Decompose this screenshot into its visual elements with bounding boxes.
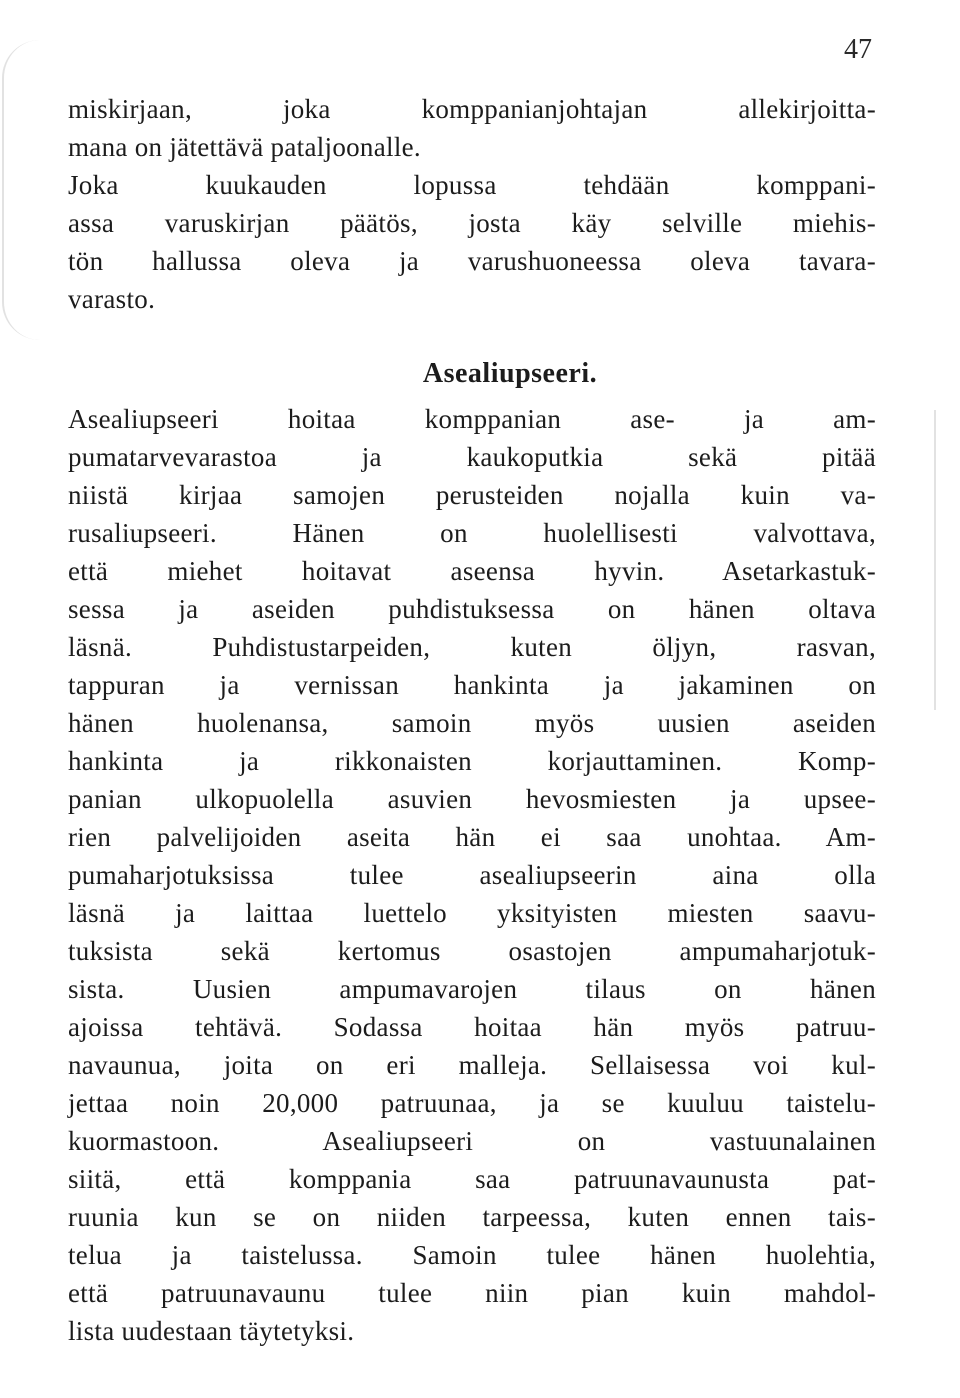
text-line: ajoissa tehtävä. Sodassa hoitaa hän myös patruu- [68, 1012, 876, 1042]
scan-edge-shadow-right [924, 410, 936, 710]
text-line: pumatarvevarastoa ja kaukoputkia sekä pitää [68, 442, 876, 472]
text-line: tön hallussa oleva ja varushuoneessa oleva tavara- [68, 246, 876, 276]
text-line: läsnä. Puhdistustarpeiden, kuten öljyn, rasvan, [68, 632, 876, 662]
text-line: rusaliupseeri. Hänen on huolellisesti valvottava, [68, 518, 876, 548]
text-line: pumaharjotuksissa tulee asealiupseerin aina olla [68, 860, 876, 890]
text-line: tappuran ja vernissan hankinta ja jakaminen on [68, 670, 876, 700]
text-line: assa varuskirjan päätös, josta käy selville miehis- [68, 208, 876, 238]
scan-edge-shadow [2, 40, 40, 340]
section-heading: Asealiupseeri. [422, 358, 598, 389]
text-line: ruunia kun se on niiden tarpeessa, kuten ennen tais- [68, 1202, 876, 1232]
text-line: panian ulkopuolella asuvien hevosmiesten ja upsee- [68, 784, 876, 814]
page-number: 47 [844, 34, 872, 65]
text-line: kuormastoon. Asealiupseeri on vastuunalainen [68, 1126, 876, 1156]
text-line: sista. Uusien ampumavarojen tilaus on hänen [68, 974, 876, 1004]
text-line: sessa ja aseiden puhdistuksessa on hänen oltava [68, 594, 876, 624]
intro-paragraph [68, 90, 876, 318]
text-line: Asealiupseeri hoitaa komppanian ase- ja am- [68, 404, 876, 434]
text-line: navaunua, joita on eri malleja. Sellaisessa voi kul- [68, 1050, 876, 1080]
text-line: niistä kirjaa samojen perusteiden nojalla kuin va- [68, 480, 876, 510]
text-line: mana on jätettävä pataljoonalle. [68, 132, 421, 162]
text-line: miskirjaan, joka komppanianjohtajan allekirjoitta- [68, 94, 876, 124]
text-line: rien palvelijoiden aseita hän ei saa unohtaa. Am- [68, 822, 876, 852]
text-line: lista uudestaan täytetyksi. [68, 1316, 355, 1346]
text-line: hankinta ja rikkonaisten korjauttaminen. Komp- [68, 746, 876, 776]
text-line: hänen huolenansa, samoin myös uusien aseiden [68, 708, 876, 738]
section-paragraph [68, 400, 876, 1350]
text-line: Joka kuukauden lopussa tehdään komppani- [68, 170, 876, 200]
text-line: läsnä ja laittaa luettelo yksityisten miesten saavu- [68, 898, 876, 928]
text-line: siitä, että komppania saa patruunavaunusta pat- [68, 1164, 876, 1194]
text-line: jettaa noin 20,000 patruunaa, ja se kuuluu taistelu- [68, 1088, 876, 1118]
text-line: että patruunavaunu tulee niin pian kuin mahdol- [68, 1278, 876, 1308]
text-line: tuksista sekä kertomus osastojen ampumaharjotuk- [68, 936, 876, 966]
text-line: että miehet hoitavat aseensa hyvin. Asetarkastuk- [68, 556, 876, 586]
text-line: varasto. [68, 284, 156, 314]
text-line: telua ja taistelussa. Samoin tulee hänen huolehtia, [68, 1240, 876, 1270]
